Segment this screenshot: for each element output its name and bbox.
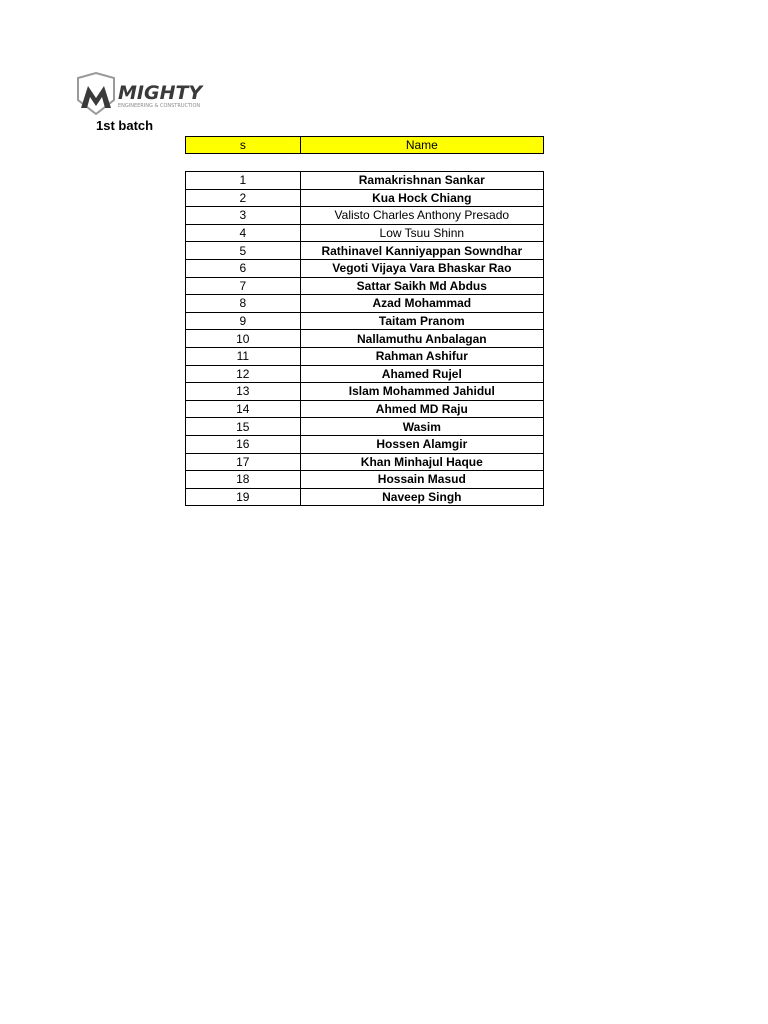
- row-number: 11: [186, 347, 301, 365]
- row-number: 10: [186, 330, 301, 348]
- header-row: [186, 137, 544, 154]
- svg-text:MIGHTY: MIGHTY: [118, 82, 203, 104]
- mighty-logo-icon: [76, 72, 208, 116]
- table-row: [186, 224, 544, 242]
- table-row: [186, 383, 544, 401]
- row-number: 16: [186, 435, 301, 453]
- row-name: Sattar Saikh Md Abdus: [300, 277, 543, 295]
- row-name: Rahman Ashifur: [300, 347, 543, 365]
- table-row: [186, 400, 544, 418]
- row-number: 9: [186, 312, 301, 330]
- row-name: Ahmed MD Raju: [300, 400, 543, 418]
- row-name: Kua Hock Chiang: [300, 189, 543, 207]
- table-row: [186, 277, 544, 295]
- row-name: Azad Mohammad: [300, 295, 543, 313]
- row-number: 6: [186, 259, 301, 277]
- row-number: 8: [186, 295, 301, 313]
- table-row: [186, 259, 544, 277]
- table-row: [186, 471, 544, 489]
- row-name: Ramakrishnan Sankar: [300, 172, 543, 190]
- row-number: 2: [186, 189, 301, 207]
- row-name: Islam Mohammed Jahidul: [300, 383, 543, 401]
- table-row: [186, 295, 544, 313]
- row-number: 1: [186, 172, 301, 190]
- row-name: Rathinavel Kanniyappan Sowndhar: [300, 242, 543, 260]
- table-row: [186, 242, 544, 260]
- header-name: Name: [300, 137, 543, 154]
- row-number: 5: [186, 242, 301, 260]
- row-number: 14: [186, 400, 301, 418]
- table-row: [186, 418, 544, 436]
- table-row: [186, 172, 544, 190]
- row-number: 18: [186, 471, 301, 489]
- row-number: 13: [186, 383, 301, 401]
- row-name: Naveep Singh: [300, 488, 543, 506]
- row-number: 3: [186, 207, 301, 225]
- row-number: 12: [186, 365, 301, 383]
- row-number: 7: [186, 277, 301, 295]
- row-name: Wasim: [300, 418, 543, 436]
- table-row: [186, 207, 544, 225]
- row-number: 4: [186, 224, 301, 242]
- table-row: [186, 189, 544, 207]
- batch-label: 1st batch: [96, 118, 154, 133]
- row-name: Ahamed Rujel: [300, 365, 543, 383]
- names-table: [185, 171, 544, 506]
- row-name: Nallamuthu Anbalagan: [300, 330, 543, 348]
- svg-text:ENGINEERING & CONSTRUCTION: ENGINEERING & CONSTRUCTION: [118, 103, 201, 109]
- table-row: [186, 330, 544, 348]
- table-row: [186, 365, 544, 383]
- company-logo: [76, 72, 208, 116]
- row-name: Hossain Masud: [300, 471, 543, 489]
- row-name: Valisto Charles Anthony Presado: [300, 207, 543, 225]
- row-number: 15: [186, 418, 301, 436]
- table-header: [185, 136, 544, 154]
- table-row: [186, 347, 544, 365]
- table-row: [186, 488, 544, 506]
- table-row: [186, 435, 544, 453]
- row-name: Khan Minhajul Haque: [300, 453, 543, 471]
- row-name: Vegoti Vijaya Vara Bhaskar Rao: [300, 259, 543, 277]
- row-name: Taitam Pranom: [300, 312, 543, 330]
- header-s: s: [186, 137, 301, 154]
- row-number: 19: [186, 488, 301, 506]
- table-row: [186, 453, 544, 471]
- row-name: Low Tsuu Shinn: [300, 224, 543, 242]
- row-name: Hossen Alamgir: [300, 435, 543, 453]
- table-row: [186, 312, 544, 330]
- row-number: 17: [186, 453, 301, 471]
